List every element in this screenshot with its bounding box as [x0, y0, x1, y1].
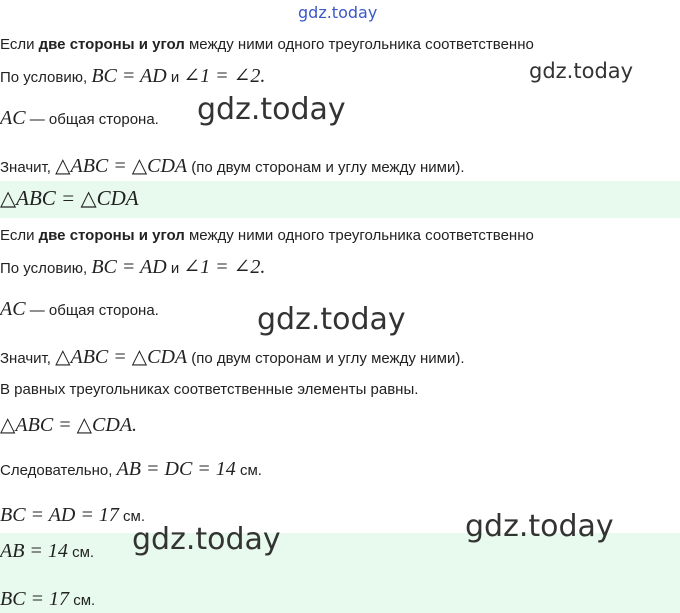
- math-bc: BC = AD = 17: [0, 504, 119, 526]
- math-bc-ad: BC = AD: [91, 256, 167, 278]
- watermark: gdz.today: [132, 522, 281, 557]
- rule-bold: две стороны и угол: [38, 227, 185, 244]
- rule-text: Если две стороны и угол между ними одного треугольника соответственно: [0, 36, 534, 53]
- answer-bc: BC = 17 см.: [0, 588, 96, 610]
- math-bc-ad: BC = AD: [91, 65, 167, 87]
- watermark-top: gdz.today: [298, 3, 378, 22]
- math-ac: AC: [0, 107, 26, 129]
- therefore-line: Следовательно, AB = DC = 14 см.: [0, 458, 262, 480]
- math-angles: ∠1 = ∠2.: [183, 256, 266, 278]
- math-ac: AC: [0, 298, 26, 320]
- math-angles: ∠1 = ∠2.: [183, 65, 266, 87]
- watermark: gdz.today: [257, 302, 406, 337]
- common-side-line: AC — общая сторона.: [0, 107, 159, 129]
- watermark: gdz.today: [465, 509, 614, 544]
- math-ab: AB = 14: [0, 540, 68, 562]
- bc-line: BC = AD = 17 см.: [0, 504, 146, 526]
- math-ab-dc: AB = DC = 14: [116, 458, 236, 480]
- math-congruence: △ABC = △CDA: [55, 346, 188, 368]
- conclusion-line: Значит, △ABC = △CDA (по двум сторонам и углу между ними).: [0, 155, 465, 177]
- answer-ab: AB = 14 см.: [0, 540, 95, 562]
- given-line: По условию, BC = AD и ∠1 = ∠2.: [0, 65, 266, 87]
- rule-bold: две стороны и угол: [38, 36, 185, 53]
- math-bc: BC = 17: [0, 588, 70, 610]
- conclusion-line: Значит, △ABC = △CDA (по двум сторонам и углу между ними).: [0, 346, 465, 368]
- answer-highlight: [0, 533, 680, 613]
- given-line: По условию, BC = AD и ∠1 = ∠2.: [0, 256, 266, 278]
- common-side-line: AC — общая сторона.: [0, 298, 159, 320]
- math-congruence: △ABC = △CDA: [55, 155, 188, 177]
- watermark: gdz.today: [197, 92, 346, 127]
- equal-elements-line: В равных треугольниках соответственные элементы равны.: [0, 381, 419, 398]
- rule-text: Если две стороны и угол между ними одного треугольника соответственно: [0, 227, 534, 244]
- result-math: △ABC = △CDA: [0, 186, 139, 210]
- watermark: gdz.today: [529, 59, 634, 83]
- triangles-math: △ABC = △CDA.: [0, 414, 138, 436]
